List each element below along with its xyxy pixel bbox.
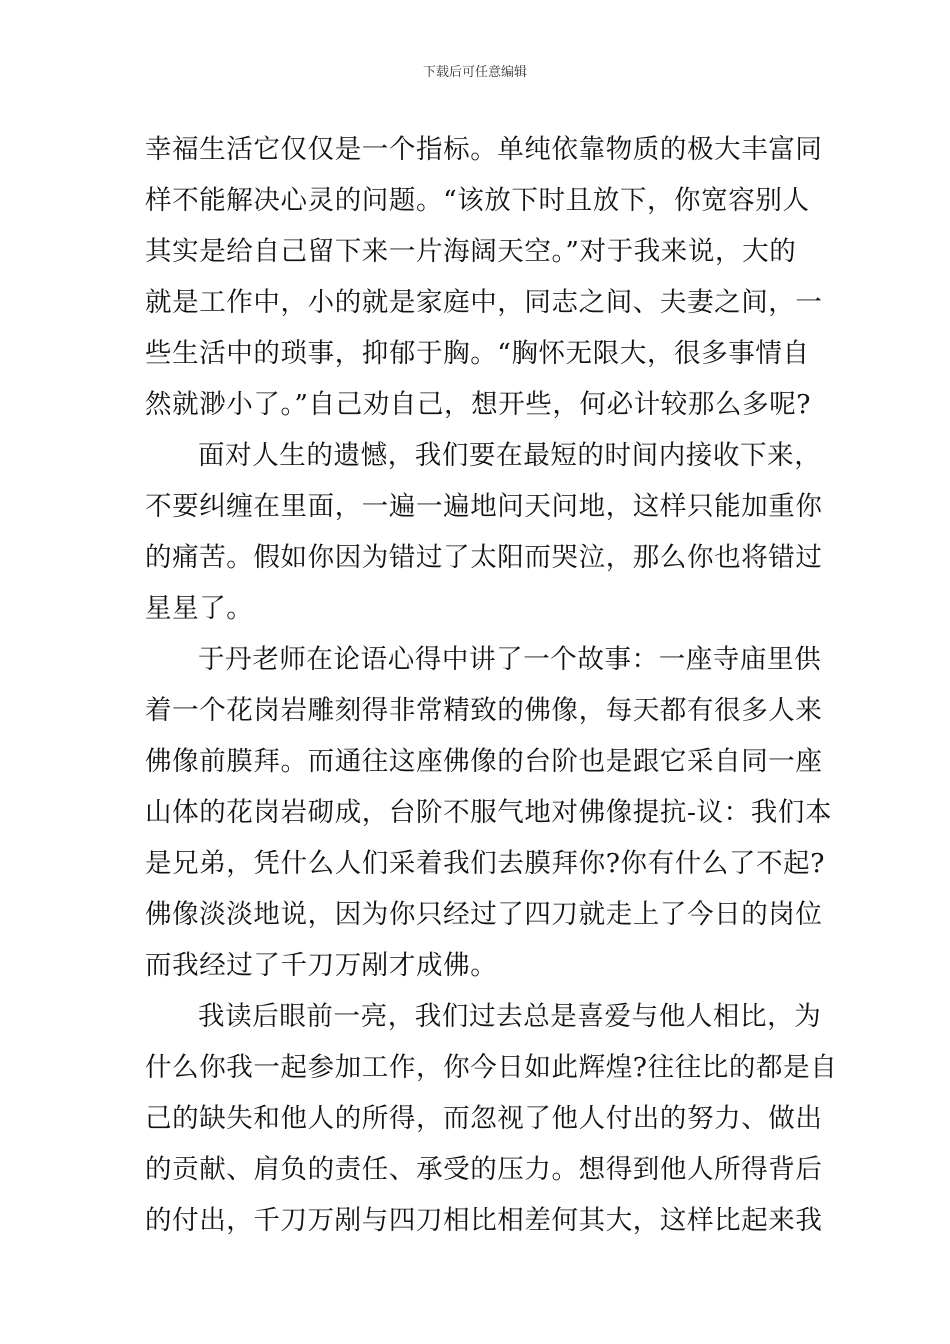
paragraph-line: 而我经过了千刀万剐才成佛。 [145,950,498,981]
paragraph-line: 着一个花岗岩雕刻得非常精致的佛像，每天都有很多人来 [145,695,823,726]
paragraph-line: 佛像淡淡地说，因为你只经过了四刀就走上了今日的岗位 [145,899,823,930]
paragraph-line: 然就渺小了。”自己劝自己，想开些，何必计较那么多呢? [145,389,812,420]
paragraph-line: 幸福生活它仅仅是一个指标。单纯依靠物质的极大丰富同 [145,134,823,165]
paragraph-line: 星星了。 [145,593,254,624]
paragraph-line: 山体的花岗岩砌成，台阶不服气地对佛像提抗-议：我们本 [145,797,833,828]
paragraph-line: 我读后眼前一亮，我们过去总是喜爱与他人相比，为 [198,1001,822,1032]
paragraph-line: 些生活中的琐事，抑郁于胸。“胸怀无限大，很多事情自 [145,338,810,369]
paragraph-line: 其实是给自己留下来一片海阔天空。”对于我来说，大的 [145,236,797,267]
paragraph-line: 面对人生的遗憾，我们要在最短的时间内接收下来， [198,440,822,471]
paragraph-line: 己的缺失和他人的所得，而忽视了他人付出的努力、做出 [145,1103,823,1134]
paragraph-line: 的贡献、肩负的责任、承受的压力。想得到他人所得背后 [145,1154,823,1185]
paragraph-line: 不要纠缠在里面，一遍一遍地问天问地，这样只能加重你 [145,491,823,522]
page-header: 下载后可任意编辑 [422,65,527,80]
paragraph-line: 的痛苦。假如你因为错过了太阳而哭泣，那么你也将错过 [145,542,823,573]
paragraph-line: 佛像前膜拜。而通往这座佛像的台阶也是跟它采自同一座 [145,746,823,777]
paragraph-line: 什么你我一起参加工作，你今日如此辉煌?往往比的都是自 [145,1052,838,1083]
paragraph-line: 是兄弟，凭什么人们采着我们去膜拜你?你有什么了不起? [145,848,826,879]
document-body [145,124,838,1246]
paragraph-line: 样不能解决心灵的问题。“该放下时且放下，你宽容别人 [145,185,810,216]
paragraph-line: 就是工作中，小的就是家庭中，同志之间、夫妻之间，一 [145,287,823,318]
paragraph-line: 于丹老师在论语心得中讲了一个故事：一座寺庙里供 [198,644,822,675]
paragraph-line: 的付出，千刀万剐与四刀相比相差何其大，这样比起来我 [145,1205,823,1236]
